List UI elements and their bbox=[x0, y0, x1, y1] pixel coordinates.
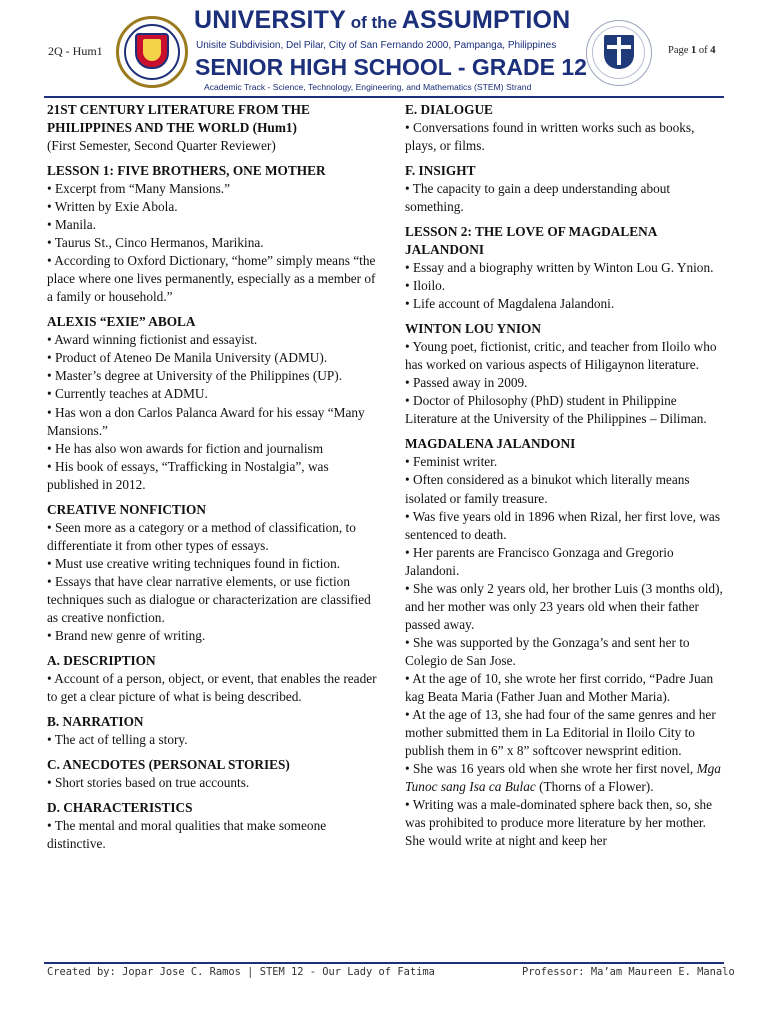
list-item: • The mental and moral qualities that make someone distinctive. bbox=[47, 817, 327, 852]
list-item: • Her parents are Francisco Gonzaga and Gregorio Jalandoni. bbox=[405, 544, 674, 578]
list-item: • Currently teaches at ADMU. bbox=[47, 386, 208, 402]
section-insight bbox=[405, 162, 725, 216]
list-item: • He has also won awards for fiction and journalism bbox=[47, 440, 324, 456]
list-item: • Written by Exie Abola. bbox=[47, 199, 178, 215]
list-item: • Taurus St., Cinco Hermanos, Marikina. bbox=[47, 235, 264, 251]
course-code: 2Q - Hum1 bbox=[48, 44, 103, 58]
section-abola bbox=[47, 313, 377, 493]
list-item: • Account of a person, object, or event, that enables the reader to get a clear picture of what is being described. bbox=[47, 670, 377, 705]
document-title: 21ST CENTURY LITERATURE FROM THE PHILIPPINES AND THE WORLD (Hum1) (First Semester, Second Quarter Reviewer) bbox=[47, 101, 377, 155]
page-number: Page 1 of 4 bbox=[668, 45, 716, 56]
section-jalandoni bbox=[405, 435, 725, 850]
list-item: • Essays that have clear narrative elements, or use fiction techniques such as dialogue or characterization are classified as creative nonfiction. bbox=[47, 573, 371, 625]
list-item: • His book of essays, “Trafficking in Nostalgia”, was published in 2012. bbox=[47, 458, 329, 492]
shs-seal-icon bbox=[586, 20, 652, 86]
list-item: • Often considered as a binukot which literally means isolated or family treasure. bbox=[405, 472, 690, 506]
list-item: • Passed away in 2009. bbox=[405, 375, 528, 391]
section-narration bbox=[47, 713, 377, 749]
section-heading: A. DESCRIPTION bbox=[47, 652, 156, 668]
section-heading: B. NARRATION bbox=[47, 713, 144, 729]
list-item: • Iloilo. bbox=[405, 278, 446, 294]
list-item: • Seen more as a category or a method of classification, to differentiate it from other types of essays. bbox=[47, 519, 356, 553]
list-item: • Product of Ateneo De Manila University (ADMU). bbox=[47, 350, 328, 366]
novel-title: Mga Tunoc sang Isa ca Bulac bbox=[405, 761, 721, 795]
list-item: • Brand new genre of writing. bbox=[47, 627, 206, 643]
list-item: • The act of telling a story. bbox=[47, 732, 188, 747]
list-item: • Was five years old in 1896 when Rizal, her first love, was sentenced to death. bbox=[405, 508, 721, 542]
section-heading: F. INSIGHT bbox=[405, 163, 476, 179]
list-item: • She was 16 years old when she wrote her first novel, Mga Tunoc sang Isa ca Bulac (Thorns of a Flower). bbox=[405, 761, 721, 795]
section-heading: MAGDALENA JALANDONI bbox=[405, 436, 576, 452]
section-heading: LESSON 1: FIVE BROTHERS, ONE MOTHER bbox=[47, 163, 326, 179]
section-description bbox=[47, 652, 377, 706]
left-column bbox=[47, 101, 377, 860]
school-address: Unisite Subdivision, Del Pilar, City of San Fernando 2000, Pampanga, Philippines bbox=[196, 40, 557, 51]
list-item: • At the age of 13, she had four of the same genres and her mother submitted them in La Editorial in Iloilo City to publish them in 6” x 8” softcover newsprint edition. bbox=[405, 707, 716, 759]
list-item: • She was only 2 years old, her brother Luis (3 months old), and her mother was only 23 years old when their father passed away. bbox=[405, 580, 723, 632]
section-heading: E. DIALOGUE bbox=[405, 102, 493, 117]
list-item: • Feminist writer. bbox=[405, 454, 498, 470]
header-divider bbox=[44, 96, 724, 98]
footer-divider bbox=[44, 962, 724, 964]
list-item: • Excerpt from “Many Mansions.” bbox=[47, 181, 231, 197]
list-item: • Short stories based on true accounts. bbox=[47, 774, 250, 790]
list-item: • Doctor of Philosophy (PhD) student in Philippine Literature at the University of the Philippines – Diliman. bbox=[405, 393, 707, 427]
list-item: • Life account of Magdalena Jalandoni. bbox=[405, 296, 615, 312]
section-lesson-1 bbox=[47, 162, 377, 306]
list-item: • The capacity to gain a deep understanding about something. bbox=[405, 181, 671, 215]
strand-label: Academic Track - Science, Technology, Engineering, and Mathematics (STEM) Strand bbox=[204, 82, 532, 92]
list-item: • Has won a don Carlos Palanca Award for his essay “Many Mansions.” bbox=[47, 404, 365, 438]
list-item: • Conversations found in written works such as books, plays, or films. bbox=[405, 120, 695, 154]
list-item: • Must use creative writing techniques found in fiction. bbox=[47, 555, 341, 571]
section-heading: D. CHARACTERISTICS bbox=[47, 799, 193, 815]
school-name: SENIOR HIGH SCHOOL - GRADE 12 bbox=[195, 54, 587, 80]
list-item: • At the age of 10, she wrote her first corrido, “Padre Juan kag Beata Maria (Father Juan and Mother Maria). bbox=[405, 670, 714, 705]
section-heading: CREATIVE NONFICTION bbox=[47, 501, 206, 517]
section-ynion bbox=[405, 320, 725, 428]
right-column bbox=[405, 101, 725, 857]
university-name: UNIVERSITY of the ASSUMPTION bbox=[194, 6, 571, 34]
footer-professor: Professor: Ma’am Maureen E. Manalo bbox=[522, 966, 735, 978]
section-heading: LESSON 2: THE LOVE OF MAGDALENA JALANDONI bbox=[405, 224, 657, 258]
section-heading: C. ANECDOTES (PERSONAL STORIES) bbox=[47, 756, 290, 772]
list-item: • According to Oxford Dictionary, “home” simply means “the place where one lives permanently, especially as a member of a family or household.” bbox=[47, 253, 376, 305]
section-lesson-2 bbox=[405, 223, 725, 313]
list-item: • Manila. bbox=[47, 217, 96, 233]
list-item: • Writing was a male-dominated sphere back then, so, she was prohibited to produce more literature by her mother. She would write at night and keep her bbox=[405, 797, 713, 849]
list-item: • Master’s degree at University of the Philippines (UP). bbox=[47, 368, 343, 384]
section-dialogue bbox=[405, 101, 725, 155]
section-heading: WINTON LOU YNION bbox=[405, 321, 541, 337]
section-characteristics bbox=[47, 799, 377, 853]
list-item: • Young poet, fictionist, critic, and teacher from Iloilo who has worked on various aspects of Hiligaynon literature. bbox=[405, 339, 717, 373]
section-creative-nonfiction bbox=[47, 501, 377, 645]
university-seal-icon bbox=[116, 16, 188, 88]
section-heading: ALEXIS “EXIE” ABOLA bbox=[47, 314, 196, 330]
list-item: • Award winning fictionist and essayist. bbox=[47, 332, 258, 348]
page-header bbox=[0, 0, 768, 98]
footer-author: Created by: Jopar Jose C. Ramos | STEM 12 - Our Lady of Fatima bbox=[47, 966, 435, 978]
list-item: • Essay and a biography written by Winton Lou G. Ynion. bbox=[405, 260, 714, 276]
section-anecdotes bbox=[47, 756, 377, 792]
document-subtitle: (First Semester, Second Quarter Reviewer) bbox=[47, 138, 276, 154]
list-item: • She was supported by the Gonzaga’s and sent her to Colegio de San Jose. bbox=[405, 634, 690, 668]
